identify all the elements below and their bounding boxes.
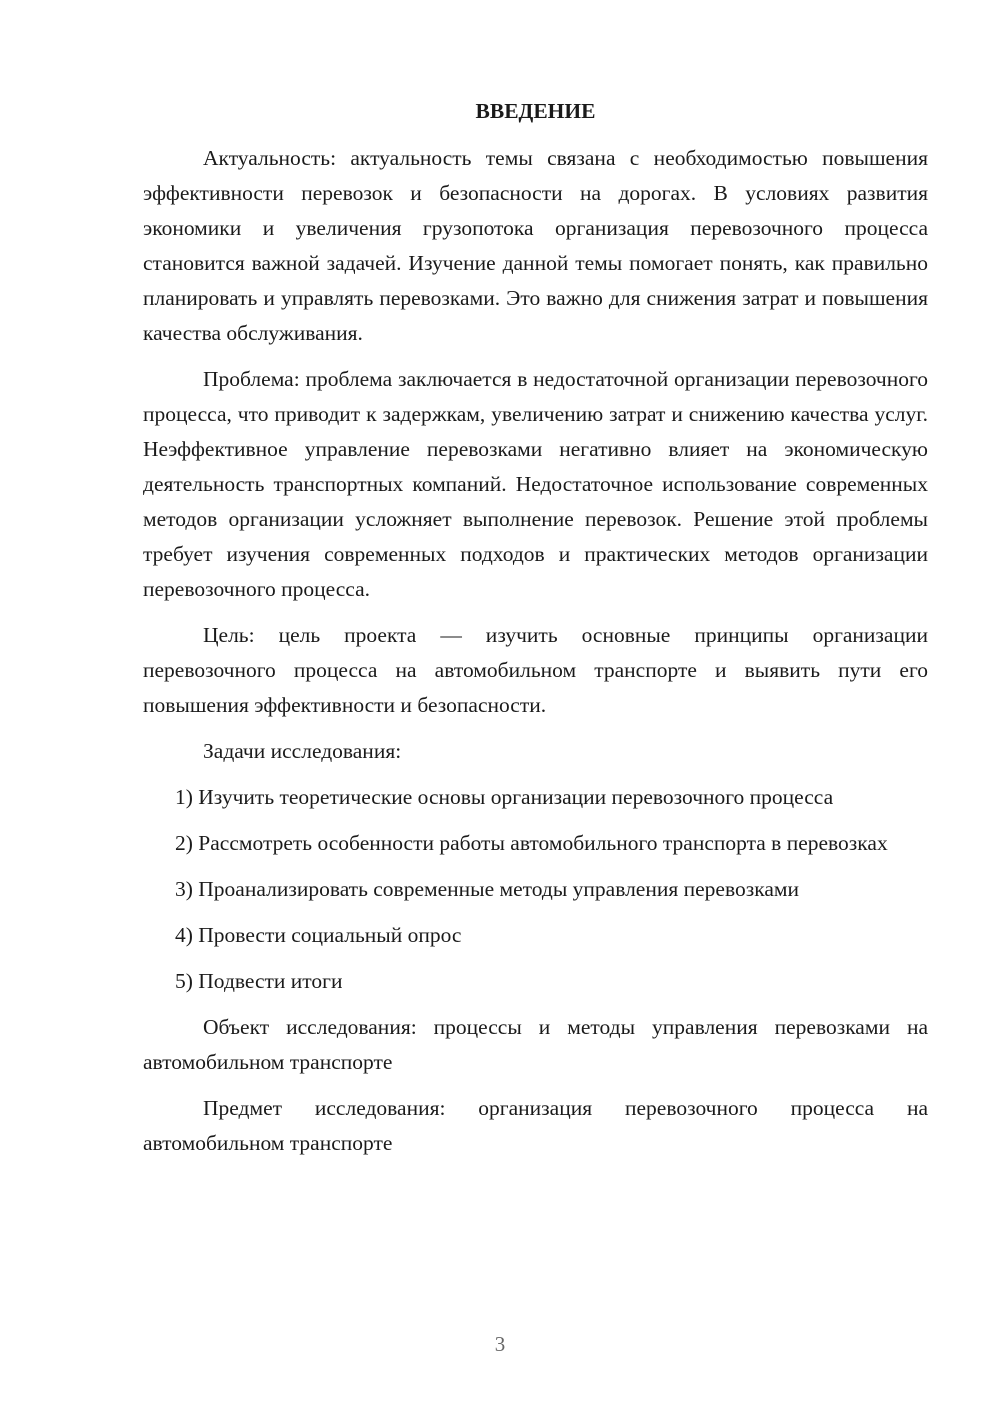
page-title: ВВЕДЕНИЕ (475, 99, 596, 123)
task-item-2: 2) Рассмотреть особенности работы автомобильного транспорта в перевозках (175, 831, 888, 855)
task-item-5: 5) Подвести итоги (175, 969, 343, 993)
object-paragraph: Объект исследования: процессы и методы управления перевозками на автомобильном транспорте (143, 1015, 928, 1074)
task-item-3: 3) Проанализировать современные методы управления перевозками (175, 877, 799, 901)
task-item-1: 1) Изучить теоретические основы организации перевозочного процесса (175, 785, 834, 809)
page-content (143, 94, 928, 1172)
page-number: 3 (494, 1332, 506, 1356)
tasks-heading: Задачи исследования: (203, 739, 402, 763)
relevance-paragraph: Актуальность: актуальность темы связана с необходимостью повышения эффективности перевозок и безопасности на дорогах. В условиях развития экономики и увеличения грузопотока организация перевозочного процесса становится важной задачей. Изучение данной темы помогает понять, как правильно планировать и управлять перевозками. Это важно для снижения затрат и повышения качества обслуживания. (143, 146, 928, 345)
task-item-4: 4) Провести социальный опрос (175, 923, 462, 947)
goal-paragraph: Цель: цель проекта — изучить основные принципы организации перевозочного процесса на автомобильном транспорте и выявить пути его повышения эффективности и безопасности. (143, 623, 928, 717)
subject-paragraph: Предмет исследования: организация перевозочного процесса на автомобильном транспорте (143, 1096, 928, 1155)
problem-paragraph: Проблема: проблема заключается в недостаточной организации перевозочного процесса, что приводит к задержкам, увеличению затрат и снижению качества услуг. Неэффективное управление перевозками негативно влияет на экономическую деятельность транспортных компаний. Недостаточное использование современных методов организации усложняет выполнение перевозок. Решение этой проблемы требует изучения современных подходов и практических методов организации перевозочного процесса. (143, 367, 928, 601)
